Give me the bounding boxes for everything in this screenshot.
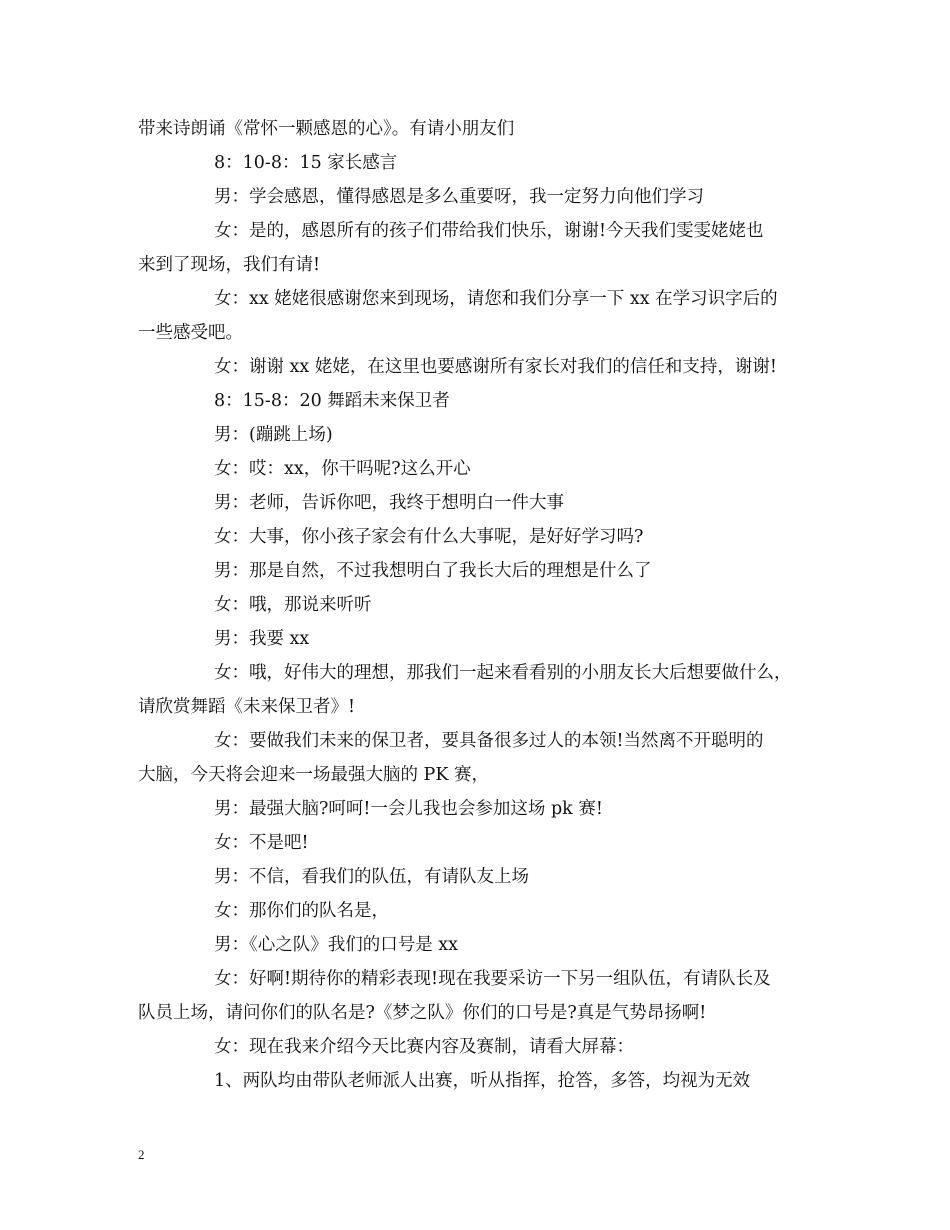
text-line: 8：10-8：15 家长感言 <box>214 153 398 173</box>
text-line: 男：那是自然，不过我想明白了我长大后的理想是什么了 <box>214 561 652 581</box>
text-line: 女：不是吧! <box>214 833 309 853</box>
text-line: 8：15-8：20 舞蹈未来保卫者 <box>214 391 450 411</box>
text-line: 女：xx 姥姥很感谢您来到现场，请您和我们分享一下 xx 在学习识字后的 <box>214 289 778 309</box>
text-line: 一些感受吧。 <box>138 323 243 343</box>
text-line: 带来诗朗诵《常怀一颗感恩的心》。有请小朋友们 <box>138 119 515 139</box>
text-line: 女：哎：xx，你干吗呢?这么开心 <box>214 459 471 479</box>
text-line: 女：谢谢 xx 姥姥，在这里也要感谢所有家长对我们的信任和支持，谢谢! <box>214 357 777 377</box>
text-line: 女：大事，你小孩子家会有什么大事呢，是好好学习吗? <box>214 527 644 547</box>
text-line: 来到了现场，我们有请! <box>138 255 321 275</box>
text-line: 女：好啊!期待你的精彩表现!现在我要采访一下另一组队伍，有请队长及 <box>214 969 771 989</box>
text-line: 男：学会感恩，懂得感恩是多么重要呀，我一定努力向他们学习 <box>214 187 704 207</box>
text-line: 大脑，今天将会迎来一场最强大脑的 PK 赛， <box>138 765 489 785</box>
text-line: 男：(蹦跳上场) <box>214 425 333 445</box>
text-line: 女：要做我们未来的保卫者，要具备很多过人的本领!当然离不开聪明的 <box>214 731 764 751</box>
text-line: 女：哦，好伟大的理想，那我们一起来看看别的小朋友长大后想要做什么， <box>214 663 792 683</box>
text-line: 男：老师，告诉你吧，我终于想明白一件大事 <box>214 493 564 513</box>
text-line: 1、两队均由带队老师派人出赛，听从指挥，抢答，多答，均视为无效 <box>214 1071 751 1091</box>
text-line: 女：是的，感恩所有的孩子们带给我们快乐，谢谢!今天我们雯雯姥姥也 <box>214 221 764 241</box>
text-line: 男：我要 xx <box>214 629 310 649</box>
page-number: 2 <box>138 1147 145 1162</box>
text-line: 女：现在我来介绍今天比赛内容及赛制，请看大屏幕： <box>214 1037 634 1057</box>
text-line: 男：最强大脑?呵呵!一会儿我也会参加这场 pk 赛! <box>214 799 603 819</box>
text-line: 请欣赏舞蹈《未来保卫者》! <box>138 697 356 717</box>
text-line: 女：那你们的队名是， <box>214 901 389 921</box>
text-line: 男：《心之队》我们的口号是 xx <box>214 935 459 955</box>
text-line: 女：哦，那说来听听 <box>214 595 372 615</box>
text-line: 男：不信，看我们的队伍，有请队友上场 <box>214 867 529 887</box>
text-line: 队员上场，请问你们的队名是?《梦之队》你们的口号是?真是气势昂扬啊! <box>138 1003 707 1023</box>
